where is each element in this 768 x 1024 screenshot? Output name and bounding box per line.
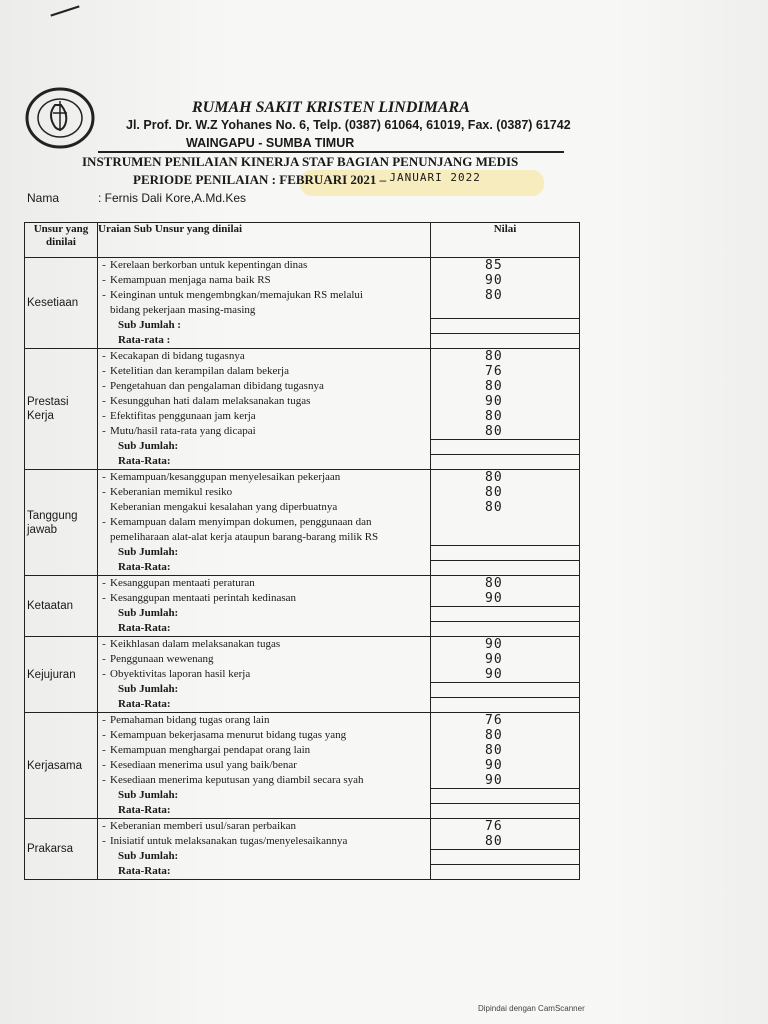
item-dash bbox=[98, 500, 110, 515]
handwritten-score: 80 bbox=[485, 728, 503, 743]
list-item bbox=[98, 667, 430, 682]
sub-jumlah-box bbox=[431, 682, 579, 697]
item-dash: - bbox=[102, 744, 106, 756]
hospital-city: WAINGAPU - SUMBA TIMUR bbox=[186, 136, 355, 150]
section-unsur: Kejujuran bbox=[25, 637, 98, 713]
list-item bbox=[98, 743, 430, 758]
item-text: Pemahaman bidang tugas orang lain bbox=[110, 714, 270, 726]
rata-rata-box bbox=[431, 803, 579, 818]
item-text: Kerelaan berkorban untuk kepentingan dinas bbox=[110, 259, 308, 271]
handwritten-score: 80 bbox=[485, 834, 503, 849]
handwritten-score: 90 bbox=[485, 637, 503, 652]
handwritten-score: 90 bbox=[485, 273, 503, 288]
item-text: Mutu/hasil rata-rata yang dicapai bbox=[110, 425, 256, 437]
handwritten-score: 90 bbox=[485, 667, 503, 682]
handwritten-score: 85 bbox=[485, 258, 503, 273]
section-row bbox=[25, 576, 580, 637]
header-uraian: Uraian Sub Unsur yang dinilai bbox=[98, 223, 431, 258]
hospital-address: Jl. Prof. Dr. W.Z Yohanes No. 6, Telp. (0387) 61064, 61019, Fax. (0387) 61742 bbox=[126, 118, 571, 132]
list-item bbox=[98, 394, 430, 409]
sub-jumlah-label: Sub Jumlah: bbox=[118, 546, 179, 558]
sub-jumlah-label: Sub Jumlah: bbox=[118, 607, 179, 619]
section-items bbox=[98, 258, 431, 349]
item-text: Keinginan untuk mengembngkan/memajukan RS melalui bbox=[110, 289, 363, 301]
list-item bbox=[98, 819, 430, 834]
item-dash: - bbox=[102, 729, 106, 741]
sub-jumlah-box bbox=[431, 318, 579, 333]
assessment-body bbox=[25, 258, 580, 880]
rata-rata-label: Rata-Rata: bbox=[118, 561, 171, 573]
section-row bbox=[25, 258, 580, 349]
item-text: bidang pekerjaan masing-masing bbox=[110, 304, 256, 316]
item-dash: - bbox=[102, 774, 106, 786]
subtotal-boxes bbox=[431, 682, 579, 712]
item-text: Kecakapan di bidang tugasnya bbox=[110, 350, 245, 362]
item-text: Inisiatif untuk melaksanakan tugas/menyelesaikannya bbox=[110, 835, 348, 847]
item-dash: - bbox=[102, 486, 106, 498]
list-item bbox=[98, 758, 430, 773]
list-item bbox=[98, 834, 430, 849]
sub-jumlah-label: Sub Jumlah: bbox=[118, 789, 179, 801]
section-unsur: Prestasi Kerja bbox=[25, 349, 98, 470]
rata-rata-box bbox=[431, 333, 579, 348]
handwritten-score: 80 bbox=[485, 470, 503, 485]
section-scores bbox=[431, 637, 580, 713]
handwritten-score: 80 bbox=[485, 485, 503, 500]
item-dash: - bbox=[102, 380, 106, 392]
section-items bbox=[98, 819, 431, 880]
form-title: INSTRUMEN PENILAIAN KINERJA STAF BAGIAN PENUNJANG MEDIS bbox=[82, 154, 519, 169]
list-item bbox=[98, 652, 430, 667]
period-handwritten: JANUARI 2022 bbox=[389, 171, 481, 184]
list-item bbox=[98, 273, 430, 288]
item-dash: - bbox=[102, 350, 106, 362]
handwritten-score: 80 bbox=[485, 349, 503, 364]
handwritten-score: 90 bbox=[485, 758, 503, 773]
item-text: Kemampuan dalam menyimpan dokumen, penggunaan dan bbox=[110, 516, 372, 528]
item-dash: - bbox=[102, 577, 106, 589]
item-dash: - bbox=[102, 274, 106, 286]
item-text: Kesanggupan mentaati perintah kedinasan bbox=[110, 592, 297, 604]
list-item bbox=[98, 713, 430, 728]
item-dash bbox=[98, 303, 110, 318]
section-row bbox=[25, 713, 580, 819]
sub-jumlah-box bbox=[431, 439, 579, 454]
list-item bbox=[98, 500, 430, 515]
list-item bbox=[98, 424, 430, 439]
sub-jumlah-box bbox=[431, 788, 579, 803]
item-text: Kesungguhan hati dalam melaksanakan tugas bbox=[110, 395, 311, 407]
list-item bbox=[98, 258, 430, 273]
list-item bbox=[98, 379, 430, 394]
list-item bbox=[98, 349, 430, 364]
section-items bbox=[98, 713, 431, 819]
item-dash bbox=[98, 530, 110, 545]
item-text: Efektifitas penggunaan jam kerja bbox=[110, 410, 256, 422]
name-label: Nama bbox=[27, 191, 60, 205]
sub-jumlah-box bbox=[431, 849, 579, 864]
item-dash: - bbox=[102, 425, 106, 437]
item-dash: - bbox=[102, 259, 106, 271]
rata-rata-label: Rata-Rata: bbox=[118, 865, 171, 877]
rata-rata-label: Rata-Rata: bbox=[118, 622, 171, 634]
sub-jumlah-label: Sub Jumlah: bbox=[118, 683, 179, 695]
section-items bbox=[98, 470, 431, 576]
item-text: Kemampuan/kesanggupan menyelesaikan pekerjaan bbox=[110, 471, 341, 483]
handwritten-score: 80 bbox=[485, 424, 503, 439]
list-item bbox=[98, 728, 430, 743]
section-row bbox=[25, 819, 580, 880]
header-unsur: Unsur yang dinilai bbox=[25, 223, 98, 258]
rata-rata-box bbox=[431, 560, 579, 575]
list-item bbox=[98, 485, 430, 500]
section-scores bbox=[431, 713, 580, 819]
item-dash: - bbox=[102, 365, 106, 377]
item-dash: - bbox=[102, 835, 106, 847]
section-unsur: Prakarsa bbox=[25, 819, 98, 880]
handwritten-score: 80 bbox=[485, 500, 503, 515]
item-text: Keberanian memikul resiko bbox=[110, 486, 233, 498]
header-nilai: Nilai bbox=[431, 223, 580, 258]
section-row bbox=[25, 637, 580, 713]
subtotal-boxes bbox=[431, 849, 579, 879]
section-items bbox=[98, 576, 431, 637]
sub-jumlah-box bbox=[431, 545, 579, 560]
item-text: Kesediaan menerima usul yang baik/benar bbox=[110, 759, 297, 771]
section-items bbox=[98, 637, 431, 713]
handwritten-score: 90 bbox=[485, 591, 503, 606]
section-items bbox=[98, 349, 431, 470]
section-row bbox=[25, 349, 580, 470]
assessment-table bbox=[24, 222, 580, 880]
list-item bbox=[98, 515, 430, 530]
item-dash: - bbox=[102, 653, 106, 665]
item-text: Kemampuan bekerjasama menurut bidang tugas yang bbox=[110, 729, 347, 741]
list-item bbox=[98, 470, 430, 485]
rata-rata-label: Rata-Rata: bbox=[118, 698, 171, 710]
item-dash: - bbox=[102, 592, 106, 604]
section-scores bbox=[431, 470, 580, 576]
item-dash: - bbox=[102, 516, 106, 528]
handwritten-score: 76 bbox=[485, 713, 503, 728]
item-text: Keberanian mengakui kesalahan yang diperbuatnya bbox=[110, 501, 338, 513]
section-row bbox=[25, 470, 580, 576]
subtotal-boxes bbox=[431, 439, 579, 469]
hospital-name: RUMAH SAKIT KRISTEN LINDIMARA bbox=[192, 99, 470, 116]
scanner-note: Dipindai dengan CamScanner bbox=[478, 1004, 585, 1013]
period-label: PERIODE PENILAIAN : FEBRUARI 2021 – bbox=[133, 172, 387, 187]
section-unsur: Tanggung jawab bbox=[25, 470, 98, 576]
handwritten-score: 90 bbox=[485, 652, 503, 667]
list-item bbox=[98, 637, 430, 652]
section-scores bbox=[431, 349, 580, 470]
item-dash: - bbox=[102, 395, 106, 407]
item-dash: - bbox=[102, 668, 106, 680]
section-unsur: Ketaatan bbox=[25, 576, 98, 637]
handwritten-score: 80 bbox=[485, 743, 503, 758]
item-dash: - bbox=[102, 638, 106, 650]
item-dash: - bbox=[102, 714, 106, 726]
section-scores bbox=[431, 576, 580, 637]
handwritten-score: 80 bbox=[485, 379, 503, 394]
rata-rata-label: Rata-Rata: bbox=[118, 455, 171, 467]
handwritten-score: 80 bbox=[485, 288, 503, 303]
sub-jumlah-box bbox=[431, 606, 579, 621]
sub-jumlah-label: Sub Jumlah: bbox=[118, 850, 179, 862]
section-unsur: Kerjasama bbox=[25, 713, 98, 819]
handwritten-score: 80 bbox=[485, 409, 503, 424]
sub-jumlah-label: Sub Jumlah: bbox=[118, 440, 179, 452]
item-text: Ketelitian dan kerampilan dalam bekerja bbox=[110, 365, 289, 377]
hospital-seal-logo bbox=[25, 87, 95, 149]
item-dash: - bbox=[102, 471, 106, 483]
section-unsur: Kesetiaan bbox=[25, 258, 98, 349]
list-item bbox=[98, 409, 430, 424]
subtotal-boxes bbox=[431, 788, 579, 818]
item-text: Kesanggupan mentaati peraturan bbox=[110, 577, 255, 589]
handwritten-score: 76 bbox=[485, 819, 503, 834]
rata-rata-label: Rata-rata : bbox=[118, 334, 171, 346]
item-text: Kemampuan menjaga nama baik RS bbox=[110, 274, 271, 286]
list-item bbox=[98, 303, 430, 318]
rata-rata-label: Rata-Rata: bbox=[118, 804, 171, 816]
item-dash: - bbox=[102, 410, 106, 422]
item-text: Pengetahuan dan pengalaman dibidang tugasnya bbox=[110, 380, 324, 392]
subtotal-boxes bbox=[431, 545, 579, 575]
item-text: Kesediaan menerima keputusan yang diambil secara syah bbox=[110, 774, 364, 786]
rata-rata-box bbox=[431, 697, 579, 712]
list-item bbox=[98, 288, 430, 303]
handwritten-score: 76 bbox=[485, 364, 503, 379]
section-scores bbox=[431, 258, 580, 349]
item-text: Keikhlasan dalam melaksanakan tugas bbox=[110, 638, 281, 650]
item-dash: - bbox=[102, 759, 106, 771]
item-text: Keberanian memberi usul/saran perbaikan bbox=[110, 820, 297, 832]
item-text: Obyektivitas laporan hasil kerja bbox=[110, 668, 251, 680]
sub-jumlah-label: Sub Jumlah : bbox=[118, 319, 181, 331]
item-dash: - bbox=[102, 820, 106, 832]
list-item bbox=[98, 530, 430, 545]
list-item bbox=[98, 364, 430, 379]
handwritten-score: 80 bbox=[485, 576, 503, 591]
handwritten-score: 90 bbox=[485, 773, 503, 788]
handwritten-score: 90 bbox=[485, 394, 503, 409]
list-item bbox=[98, 576, 430, 591]
section-scores bbox=[431, 819, 580, 880]
assessment-period bbox=[133, 172, 481, 188]
rata-rata-box bbox=[431, 621, 579, 636]
item-dash: - bbox=[102, 289, 106, 301]
header-divider bbox=[98, 151, 564, 153]
rata-rata-box bbox=[431, 864, 579, 879]
item-text: Penggunaan wewenang bbox=[110, 653, 214, 665]
item-text: pemeliharaan alat-alat kerja ataupun barang-barang milik RS bbox=[110, 531, 379, 543]
subtotal-boxes bbox=[431, 318, 579, 348]
list-item bbox=[98, 591, 430, 606]
name-value: : Fernis Dali Kore,A.Md.Kes bbox=[98, 191, 247, 205]
table-header-row bbox=[25, 223, 580, 258]
subtotal-boxes bbox=[431, 606, 579, 636]
item-text: Kemampuan menghargai pendapat orang lain bbox=[110, 744, 311, 756]
list-item bbox=[98, 773, 430, 788]
rata-rata-box bbox=[431, 454, 579, 469]
